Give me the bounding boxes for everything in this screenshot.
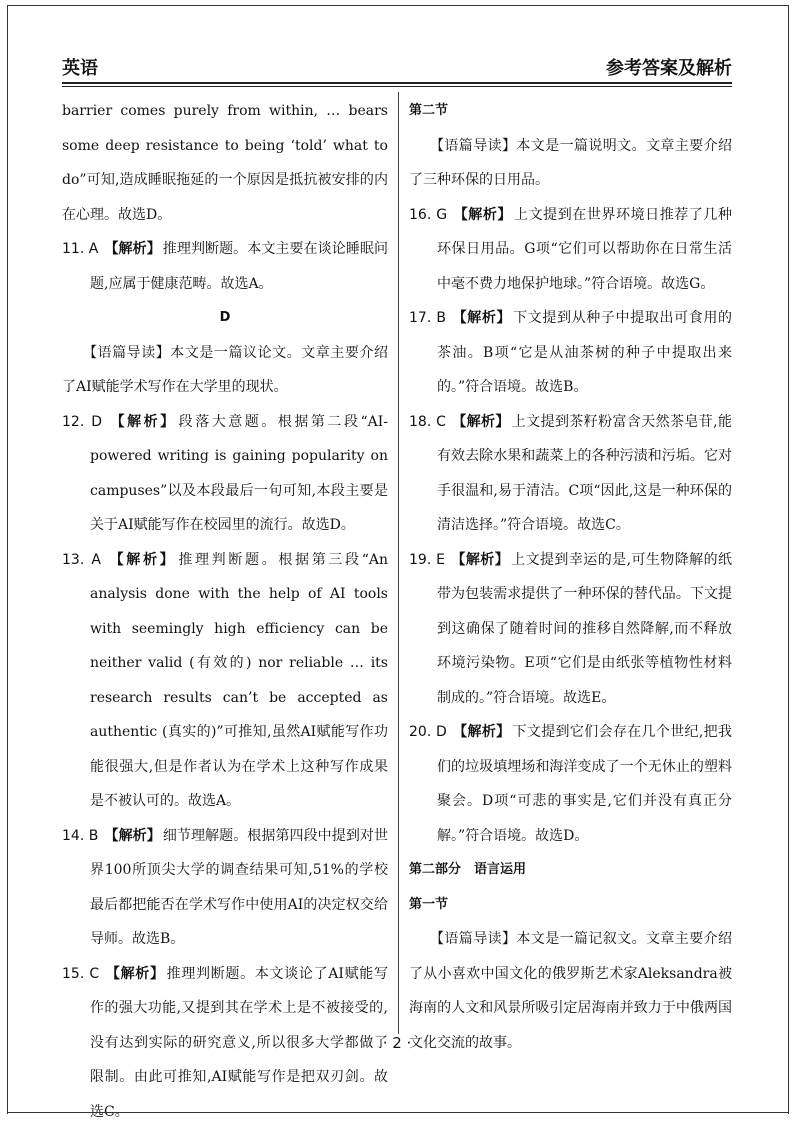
- reading-guide-3: 【语篇导读】本文是一篇记叙文。文章主要介绍了从小喜欢中国文化的俄罗斯艺术家Aleksandra被海南的人文和风景所吸引定居海南并致力于中俄两国文化交流的故事。: [409, 922, 732, 1060]
- answer-number: 11. A: [62, 241, 98, 257]
- answer-12: [62, 405, 388, 543]
- reading-guide-2: 【语篇导读】本文是一篇说明文。文章主要介绍了三种环保的日用品。: [409, 129, 732, 198]
- analysis-tag: 【解析】: [107, 552, 176, 568]
- left-column: [62, 94, 388, 1129]
- answer-17: [409, 301, 732, 405]
- analysis-tag: 【解析】: [453, 207, 512, 223]
- answer-text: 段落大意题。根据第二段“AI-powered writing is gaining popularity on campuses”以及本段最后一句可知,本段主要是关于AI赋能写作在校园里的流行。故选D。: [90, 414, 388, 534]
- analysis-tag: 【解析】: [452, 414, 510, 430]
- header-rule: [62, 82, 732, 84]
- answer-text: 下文提到它们会存在几个世纪,把我们的垃圾填埋场和海洋变成了一个无休止的塑料聚会。D项“可悲的事实是,它们并没有真正分解。”符合语境。故选D。: [437, 724, 732, 844]
- answer-18: [409, 405, 732, 543]
- answer-text: 上文提到在世界环境日推荐了几种环保日用品。G项“它们可以帮助你在日常生活中毫不费力地保护地球。”符合语境。故选G。: [437, 207, 732, 292]
- column-divider: [398, 92, 399, 1034]
- analysis-tag: 【解析】: [453, 724, 511, 740]
- answer-text: 细节理解题。根据第四段中提到对世界100所顶尖大学的调查结果可知,51%的学校最后都把能否在学术写作中使用AI的决定权交给导师。故选B。: [90, 828, 388, 948]
- answer-number: 15. C: [62, 966, 99, 982]
- footer-rule: [7, 1112, 788, 1113]
- analysis-tag: 【解析】: [104, 828, 160, 844]
- answer-text: 推理判断题。本文谈论了AI赋能写作的强大功能,又提到其在学术上是不被接受的,没有达到实际的研究意义,所以很多大学都做了限制。由此可推知,AI赋能写作是把双刃剑。故选C。: [90, 966, 388, 1120]
- answer-13: [62, 543, 388, 819]
- analysis-tag: 【解析】: [108, 414, 177, 430]
- answer-number: 20. D: [409, 724, 447, 740]
- section-heading-2: 第二节: [409, 94, 732, 129]
- answer-11: [62, 232, 388, 301]
- right-column: [409, 94, 732, 1060]
- answer-number: 17. B: [409, 310, 446, 326]
- answer-number: 13. A: [62, 552, 101, 568]
- answer-text: 推理判断题。本文主要在谈论睡眠问题,应属于健康范畴。故选A。: [90, 241, 388, 292]
- answer-number: 14. B: [62, 828, 98, 844]
- header-rule-thin: [62, 86, 732, 87]
- answer-number: 12. D: [62, 414, 102, 430]
- continued-text: barrier comes purely from within, … bears some deep resistance to being ‘told’ what to do”可知,造成睡眠拖延的一个原因是抵抗被安排的内在心理。故选D。: [62, 94, 388, 232]
- answer-text: 下文提到从种子中提取出可食用的茶油。B项“它是从油茶树的种子中提取出来的。”符合语境。故选B。: [437, 310, 732, 395]
- answer-number: 18. C: [409, 414, 446, 430]
- subject-title: 英语: [62, 54, 98, 80]
- page-header: [62, 54, 732, 80]
- analysis-tag: 【解析】: [452, 310, 511, 326]
- analysis-tag: 【解析】: [451, 552, 509, 568]
- analysis-tag: 【解析】: [104, 241, 160, 257]
- section-heading-1: 第一节: [409, 888, 732, 923]
- answer-text: 推理判断题。根据第三段“An analysis done with the help of AI tools with seemingly high efficiency can be neither valid (有效的) nor reliable … its research results can’t be accepted as authentic (真实的)”可推知,虽然AI赋能写作功能很强大,但是作者认为在学术上这种写作成果是不被认可的。故选A。: [90, 552, 388, 810]
- answer-number: 19. E: [409, 552, 445, 568]
- answer-text: 上文提到幸运的是,可生物降解的纸带为包装需求提供了一种环保的替代品。下文提到这确保了随着时间的推移自然降解,而不释放环境污染物。E项“它们是由纸张等植物性材料制成的。”符合语境。故选E。: [437, 552, 732, 706]
- answer-16: [409, 198, 732, 302]
- answer-19: [409, 543, 732, 716]
- answer-14: [62, 819, 388, 957]
- answer-20: [409, 715, 732, 853]
- reading-guide-d: 【语篇导读】本文是一篇议论文。文章主要介绍了AI赋能学术写作在大学里的现状。: [62, 336, 388, 405]
- part-heading-2: 第二部分 语言运用: [409, 853, 732, 888]
- answer-number: 16. G: [409, 207, 447, 223]
- analysis-tag: 【解析】: [105, 966, 164, 982]
- page-number: · 2 ·: [0, 1034, 794, 1052]
- answer-text: 上文提到茶籽粉富含天然茶皂苷,能有效去除水果和蔬菜上的各种污渍和污垢。它对手很温和,易于清洁。C项“因此,这是一种环保的清洁选择。”符合语境。故选C。: [437, 414, 732, 534]
- section-title: 参考答案及解析: [606, 54, 732, 80]
- part-heading-d: D: [62, 301, 388, 336]
